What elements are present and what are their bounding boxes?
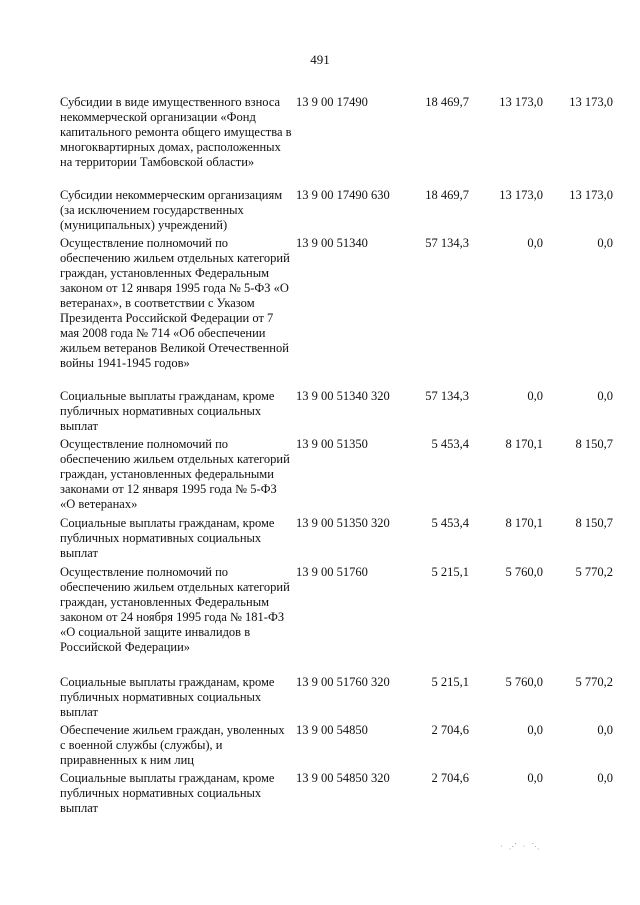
row-value-2: 0,0 xyxy=(527,236,543,250)
row-name: Осуществление полномочий по обеспечению жильем отдельных категорий граждан, установленных Федеральным законом от 12 января 1995 года № 5-ФЗ «О ветеранах», в соответствии с Указом Президента Российской Федерации от 7 мая 2008 года № 714 «Об обеспечении жильем ветеранов Великой Отечественной войны 1941-1945 годов» xyxy=(60,236,290,370)
row-name: Социальные выплаты гражданам, кроме публичных нормативных социальных выплат xyxy=(60,675,275,719)
row-value-3: 13 173,0 xyxy=(569,188,613,202)
row-value-3: 5 770,2 xyxy=(575,565,613,579)
row-code: 13 9 00 17490 xyxy=(296,95,368,109)
page-number: 491 xyxy=(310,52,330,67)
row-value-2: 8 170,1 xyxy=(505,516,543,530)
row-name: Осуществление полномочий по обеспечению жильем отдельных категорий граждан, установленных федеральными законами от 12 января 1995 года № 5-ФЗ «О ветеранах» xyxy=(60,437,290,511)
row-code: 13 9 00 51340 xyxy=(296,236,368,250)
row-value-1: 57 134,3 xyxy=(425,236,469,250)
row-value-2: 5 760,0 xyxy=(505,675,543,689)
row-code: 13 9 00 51350 xyxy=(296,437,368,451)
row-value-1: 2 704,6 xyxy=(431,771,469,785)
row-name: Обеспечение жильем граждан, уволенных с военной службы (службы), и приравненных к ним лиц xyxy=(60,723,285,767)
row-value-1: 18 469,7 xyxy=(425,188,469,202)
row-value-3: 13 173,0 xyxy=(569,95,613,109)
row-name: Социальные выплаты гражданам, кроме публичных нормативных социальных выплат xyxy=(60,389,275,433)
row-value-3: 0,0 xyxy=(597,389,613,403)
row-name: Социальные выплаты гражданам, кроме публичных нормативных социальных выплат xyxy=(60,771,275,815)
row-value-1: 18 469,7 xyxy=(425,95,469,109)
row-value-1: 2 704,6 xyxy=(431,723,469,737)
row-value-2: 8 170,1 xyxy=(505,437,543,451)
row-value-2: 5 760,0 xyxy=(505,565,543,579)
scan-artifact: ⋅ ⋰ ⋅ ⋱ xyxy=(500,842,542,851)
row-code: 13 9 00 54850 xyxy=(296,723,368,737)
row-name: Осуществление полномочий по обеспечению жильем отдельных категорий граждан, установленных Федеральным законом от 24 ноября 1995 года № 181-ФЗ «О социальной защите инвалидов в Российской Федерации» xyxy=(60,565,290,654)
row-value-3: 0,0 xyxy=(597,236,613,250)
row-name: Субсидии некоммерческим организациям (за исключением государственных (муниципальных) учреждений) xyxy=(60,188,283,232)
row-value-2: 0,0 xyxy=(527,771,543,785)
row-code: 13 9 00 54850 320 xyxy=(296,771,390,785)
row-value-1: 5 453,4 xyxy=(431,437,469,451)
row-name: Социальные выплаты гражданам, кроме публичных нормативных социальных выплат xyxy=(60,516,275,560)
row-value-2: 0,0 xyxy=(527,389,543,403)
row-value-3: 0,0 xyxy=(597,771,613,785)
row-value-1: 57 134,3 xyxy=(425,389,469,403)
row-value-3: 5 770,2 xyxy=(575,675,613,689)
row-code: 13 9 00 51340 320 xyxy=(296,389,390,403)
row-value-2: 13 173,0 xyxy=(499,188,543,202)
row-value-2: 0,0 xyxy=(527,723,543,737)
row-name: Субсидии в виде имущественного взноса некоммерческой организации «Фонд капитального ремонта общего имущества в многоквартирных домах, расположенных на территории Тамбовской области» xyxy=(60,95,292,169)
row-value-2: 13 173,0 xyxy=(499,95,543,109)
row-value-3: 8 150,7 xyxy=(575,437,613,451)
row-code: 13 9 00 51760 xyxy=(296,565,368,579)
row-code: 13 9 00 51760 320 xyxy=(296,675,390,689)
row-value-3: 8 150,7 xyxy=(575,516,613,530)
row-value-1: 5 215,1 xyxy=(431,675,469,689)
row-value-1: 5 453,4 xyxy=(431,516,469,530)
row-value-1: 5 215,1 xyxy=(431,565,469,579)
row-value-3: 0,0 xyxy=(597,723,613,737)
row-code: 13 9 00 17490 630 xyxy=(296,188,390,202)
row-code: 13 9 00 51350 320 xyxy=(296,516,390,530)
